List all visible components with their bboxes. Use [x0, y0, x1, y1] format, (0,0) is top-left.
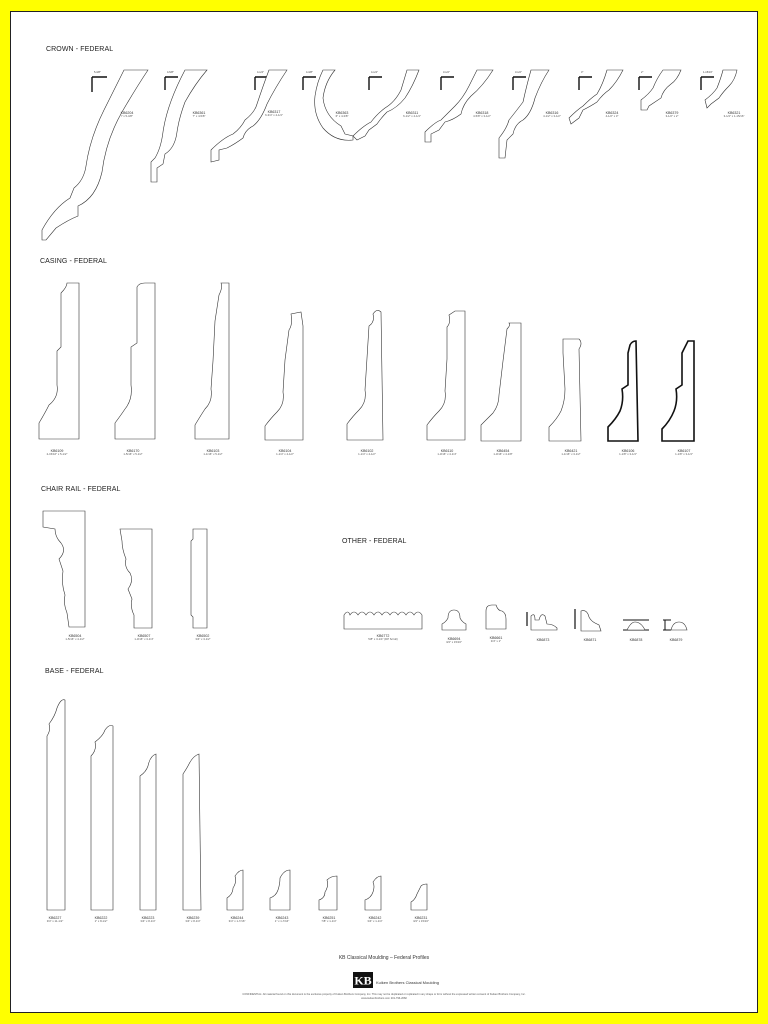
- crown-kb6311-drawing: [351, 68, 421, 148]
- chair-caption: [183, 634, 223, 642]
- chair-size: 3/4" x 3-1/2": [195, 637, 211, 642]
- casing-profile-kb6109: [37, 281, 85, 461]
- base-profile-kb6243: [268, 868, 300, 928]
- crown-profile-kb6379: [633, 68, 693, 123]
- casing-kb6106-drawing: [606, 339, 654, 443]
- casing-size: 1-1/8" x 3-1/4": [675, 452, 693, 457]
- base-profile-kb6244: [225, 868, 257, 928]
- crown-code: KB6363: [335, 111, 349, 115]
- other-code: KB6772: [376, 634, 390, 638]
- other-kb6871-drawing: [573, 607, 607, 634]
- casing-profile-kb6170: [109, 281, 157, 461]
- casing-kb6170-drawing: [109, 281, 157, 441]
- crown-size: 3-1/2" x 2": [665, 114, 679, 119]
- casing-profile-kb6454: [479, 321, 527, 461]
- casing-code: KB6454: [496, 449, 510, 453]
- casing-kb6104-drawing: [263, 310, 311, 442]
- crown-profile-kb6361: [149, 68, 214, 188]
- casing-kb6454-drawing: [479, 321, 527, 443]
- casing-code: KB6421: [564, 449, 578, 453]
- other-caption: [343, 634, 423, 642]
- base-size: 3/4" x 15/16": [413, 919, 429, 924]
- other-kb6873-drawing: [525, 608, 561, 634]
- other-code: KB6873: [536, 638, 550, 642]
- casing-caption: [347, 449, 387, 457]
- base-code: KB6251: [322, 916, 336, 920]
- dim-label: 4-1/4": [257, 71, 264, 74]
- crown-kb6317-drawing: [209, 68, 289, 168]
- casing-caption: [37, 449, 77, 457]
- crown-code: KB6311: [405, 111, 419, 115]
- casing-caption: [551, 449, 591, 457]
- base-profile-kb6222: [89, 722, 125, 928]
- base-profile-kb6239: [181, 752, 213, 928]
- sheet-title: KB Classical Moulding – Federal Profiles: [338, 955, 430, 961]
- dim-label: 3-1/2": [443, 71, 450, 74]
- crown-profile-kb6321: [693, 68, 753, 118]
- other-size: 3/4" x 1": [490, 639, 502, 644]
- base-caption: [128, 916, 168, 924]
- chair-code: KB6507: [137, 634, 151, 638]
- base-kb6244-drawing: [225, 868, 257, 912]
- base-caption: [262, 916, 302, 924]
- crown-code: KB6379: [665, 111, 679, 115]
- company-name: Kuiken Brothers Classical Moulding: [376, 980, 439, 985]
- casing-code: KB6102: [360, 449, 374, 453]
- base-code: KB6239: [186, 916, 200, 920]
- crown-code: KB6204: [120, 111, 134, 115]
- casing-profile-kb6104: [263, 310, 311, 461]
- base-code: KB6222: [94, 916, 108, 920]
- crown-caption: [657, 111, 687, 119]
- base-kb6231-drawing: [409, 882, 441, 912]
- section-title-base: BASE - FEDERAL: [45, 668, 104, 675]
- chair-profile-kb6507: [118, 527, 168, 645]
- dim-label: 3": [581, 71, 584, 74]
- base-kb6239-drawing: [181, 752, 213, 912]
- other-code: KB6879: [669, 638, 683, 642]
- dim-label: 2": [641, 71, 644, 74]
- crown-code: KB6324: [605, 111, 619, 115]
- base-size: 3/4" x 11-1/2": [46, 919, 64, 924]
- base-size: 3/4" x 1-7/16": [228, 919, 246, 924]
- casing-kb6102-drawing: [343, 308, 391, 442]
- crown-profile-kb6316: [497, 68, 562, 168]
- base-profile-kb6223: [138, 752, 170, 928]
- crown-size: 4-1/2" x 3-1/2": [543, 114, 561, 119]
- crown-size: 4-1/2" x 3": [605, 114, 619, 119]
- casing-profile-kb6103: [191, 281, 239, 461]
- crown-size: 4-5/8" x 3-1/2": [473, 114, 491, 119]
- dim-label: 5-3/8": [94, 71, 101, 74]
- confidential-notice: CONFIDENTIAL: All material found on this document is the exclusive property of Kuiken Brothers Company, Inc. This may not be duplicated or replicated in any shape or form without the expressed written consent of Kuiken Brothers Company, Inc.: [242, 993, 526, 996]
- base-code: KB6243: [275, 916, 289, 920]
- casing-kb6110-drawing: [423, 309, 471, 442]
- casing-code: KB6109: [50, 449, 64, 453]
- crown-size: 3-1/4" x 1-15/16": [723, 114, 745, 119]
- base-profile-kb6251: [317, 874, 349, 928]
- other-caption: [476, 636, 516, 644]
- other-caption: [523, 638, 563, 642]
- base-size: 3/4" x 8-1/4": [185, 919, 201, 924]
- casing-profile-kb6421: [547, 337, 595, 461]
- casing-size: 1-1/8" x 3-1/4": [619, 452, 637, 457]
- other-kb6878-drawing: [621, 616, 651, 634]
- section-title-chair-rail: CHAIR RAIL - FEDERAL: [41, 486, 121, 493]
- casing-size: 1-1/4" x 4-1/2": [358, 452, 376, 457]
- casing-size: 1-1/16" x 3-1/2": [561, 452, 581, 457]
- crown-size: 7" x 4-5/8": [192, 114, 206, 119]
- other-caption: [570, 638, 610, 642]
- base-size: 1" x 8-1/2": [94, 919, 108, 924]
- base-caption: [173, 916, 213, 924]
- chair-kb6502-drawing: [189, 527, 219, 630]
- casing-code: KB6106: [621, 449, 635, 453]
- casing-size: 1-1/16" x 5-1/2": [203, 452, 223, 457]
- base-caption: [309, 916, 349, 924]
- other-code: KB6661: [489, 636, 503, 640]
- kb-logo-icon: [353, 972, 373, 988]
- chair-caption: [124, 634, 164, 642]
- other-caption: [656, 638, 696, 642]
- chair-size: 1-5/16" x 4-1/2": [65, 637, 85, 642]
- crown-kb6324-drawing: [567, 68, 632, 138]
- chair-profile-kb6504: [41, 509, 96, 645]
- contact-line[interactable]: www.kuikenbrothers.com 201-796-2082: [361, 997, 407, 1000]
- other-kb6661-drawing: [484, 603, 514, 631]
- section-title-crown: CROWN - FEDERAL: [46, 46, 114, 53]
- crown-caption: [597, 111, 627, 119]
- base-profile-kb6231: [409, 882, 441, 928]
- base-kb6223-drawing: [138, 752, 170, 912]
- dim-label: 4-5/8": [167, 71, 174, 74]
- chair-code: KB6504: [68, 634, 82, 638]
- casing-caption: [265, 449, 305, 457]
- crown-caption: [537, 111, 567, 119]
- other-profile-kb6694: [440, 608, 470, 650]
- casing-caption: [193, 449, 233, 457]
- chair-caption: [55, 634, 95, 642]
- casing-kb6109-drawing: [37, 281, 85, 441]
- crown-size: 6-1/2" x 4-1/4": [403, 114, 421, 119]
- other-kb6772-drawing: [342, 607, 424, 631]
- crown-profile-kb6311: [351, 68, 421, 148]
- base-profile-kb6227: [45, 696, 81, 928]
- base-code: KB6227: [48, 916, 62, 920]
- other-code: KB6871: [583, 638, 597, 642]
- base-caption: [35, 916, 75, 924]
- crown-size: 6-3/4" x 4-1/4": [265, 113, 283, 118]
- crown-kb6361-drawing: [149, 68, 214, 188]
- profile-sheet: [10, 11, 758, 1013]
- casing-kb6421-drawing: [547, 337, 595, 443]
- crown-caption: [719, 111, 749, 119]
- other-profile-kb6879: [661, 616, 691, 648]
- chair-kb6504-drawing: [41, 509, 96, 629]
- other-profile-kb6871: [573, 607, 607, 648]
- casing-code: KB6110: [440, 449, 454, 453]
- base-kb6243-drawing: [268, 868, 300, 912]
- casing-size: 1-3/16" x 4-1/8": [493, 452, 513, 457]
- base-kb6251-drawing: [317, 874, 349, 912]
- base-caption: [81, 916, 121, 924]
- casing-profile-kb6110: [423, 309, 471, 461]
- chair-size: 1-3/16" x 3-1/4": [134, 637, 154, 642]
- other-profile-kb6873: [525, 608, 561, 648]
- chair-profile-kb6502: [189, 527, 219, 645]
- casing-size: 1-3/16" x 4-1/4": [437, 452, 457, 457]
- other-code: KB6694: [447, 637, 461, 641]
- base-code: KB6242: [368, 916, 382, 920]
- dim-label: 1-15/16": [703, 71, 713, 74]
- base-caption: [355, 916, 395, 924]
- casing-size: 1-5/16" x 5-1/2": [123, 452, 143, 457]
- crown-code: KB6316: [545, 111, 559, 115]
- base-code: KB6244: [230, 916, 244, 920]
- base-size: 3/4" x 1-1/4": [367, 919, 383, 924]
- casing-code: KB6170: [126, 449, 140, 453]
- casing-kb6103-drawing: [191, 281, 239, 441]
- other-code: KB6878: [629, 638, 643, 642]
- base-kb6242-drawing: [363, 874, 395, 912]
- crown-code: KB6361: [192, 111, 206, 115]
- other-kb6694-drawing: [440, 608, 470, 632]
- dim-label: 4-3/8": [306, 71, 313, 74]
- dim-label: 3-1/2": [515, 71, 522, 74]
- kb-logo: [353, 972, 373, 988]
- casing-profile-kb6107: [660, 339, 708, 461]
- base-caption: [401, 916, 441, 924]
- crown-profile-kb6317: [209, 68, 289, 168]
- casing-profile-kb6106: [606, 339, 654, 461]
- casing-code: KB6104: [278, 449, 292, 453]
- chair-kb6507-drawing: [118, 527, 168, 630]
- casing-size: 1-1/4" x 4-1/2": [276, 452, 294, 457]
- casing-caption: [608, 449, 648, 457]
- kb-logo-text: KB: [354, 973, 372, 988]
- crown-size: 6" x 4-3/8": [335, 114, 349, 119]
- other-caption: [616, 638, 656, 642]
- casing-caption: [113, 449, 153, 457]
- casing-kb6107-drawing: [660, 339, 708, 443]
- crown-size: 7 x 5-3/8": [121, 114, 133, 119]
- base-code: KB6223: [141, 916, 155, 920]
- section-title-other: OTHER - FEDERAL: [342, 538, 407, 545]
- casing-profile-kb6102: [343, 308, 391, 461]
- crown-caption: [467, 111, 497, 119]
- crown-profile-kb6204: [40, 68, 150, 243]
- crown-caption: [259, 110, 289, 118]
- casing-code: KB6107: [677, 449, 691, 453]
- base-size: 3/4" x 8-1/4": [140, 919, 156, 924]
- other-caption: [434, 637, 474, 645]
- casing-size: 2-15/16" x 5-1/2": [46, 452, 68, 457]
- crown-kb6204-drawing: [40, 68, 150, 243]
- base-size: 1" x 1-7/16": [274, 919, 290, 924]
- chair-code: KB6502: [196, 634, 210, 638]
- base-size: 7/8" x 1-1/4": [321, 919, 337, 924]
- base-kb6227-drawing: [45, 696, 81, 912]
- other-profile-kb6772: [342, 607, 424, 647]
- crown-code: KB6318: [475, 111, 489, 115]
- casing-caption: [483, 449, 523, 457]
- crown-code: KB6321: [727, 111, 741, 115]
- crown-profile-kb6318: [423, 68, 498, 153]
- base-caption: [217, 916, 257, 924]
- casing-caption: [664, 449, 704, 457]
- other-size: 5/8" x 3-1/4" (DP Scroll): [368, 637, 398, 642]
- dim-label: 4-1/4": [371, 71, 378, 74]
- other-size: 3/4" x 15/16": [446, 640, 462, 645]
- other-profile-kb6878: [621, 616, 651, 648]
- other-profile-kb6661: [484, 603, 514, 648]
- crown-caption: [112, 111, 142, 119]
- base-profile-kb6242: [363, 874, 395, 928]
- crown-code: KB6317: [267, 110, 281, 114]
- casing-caption: [427, 449, 467, 457]
- other-kb6879-drawing: [661, 616, 691, 634]
- crown-profile-kb6324: [567, 68, 632, 138]
- base-kb6222-drawing: [89, 722, 125, 912]
- section-title-casing: CASING - FEDERAL: [40, 258, 107, 265]
- casing-code: KB6103: [206, 449, 220, 453]
- base-code: KB6231: [414, 916, 428, 920]
